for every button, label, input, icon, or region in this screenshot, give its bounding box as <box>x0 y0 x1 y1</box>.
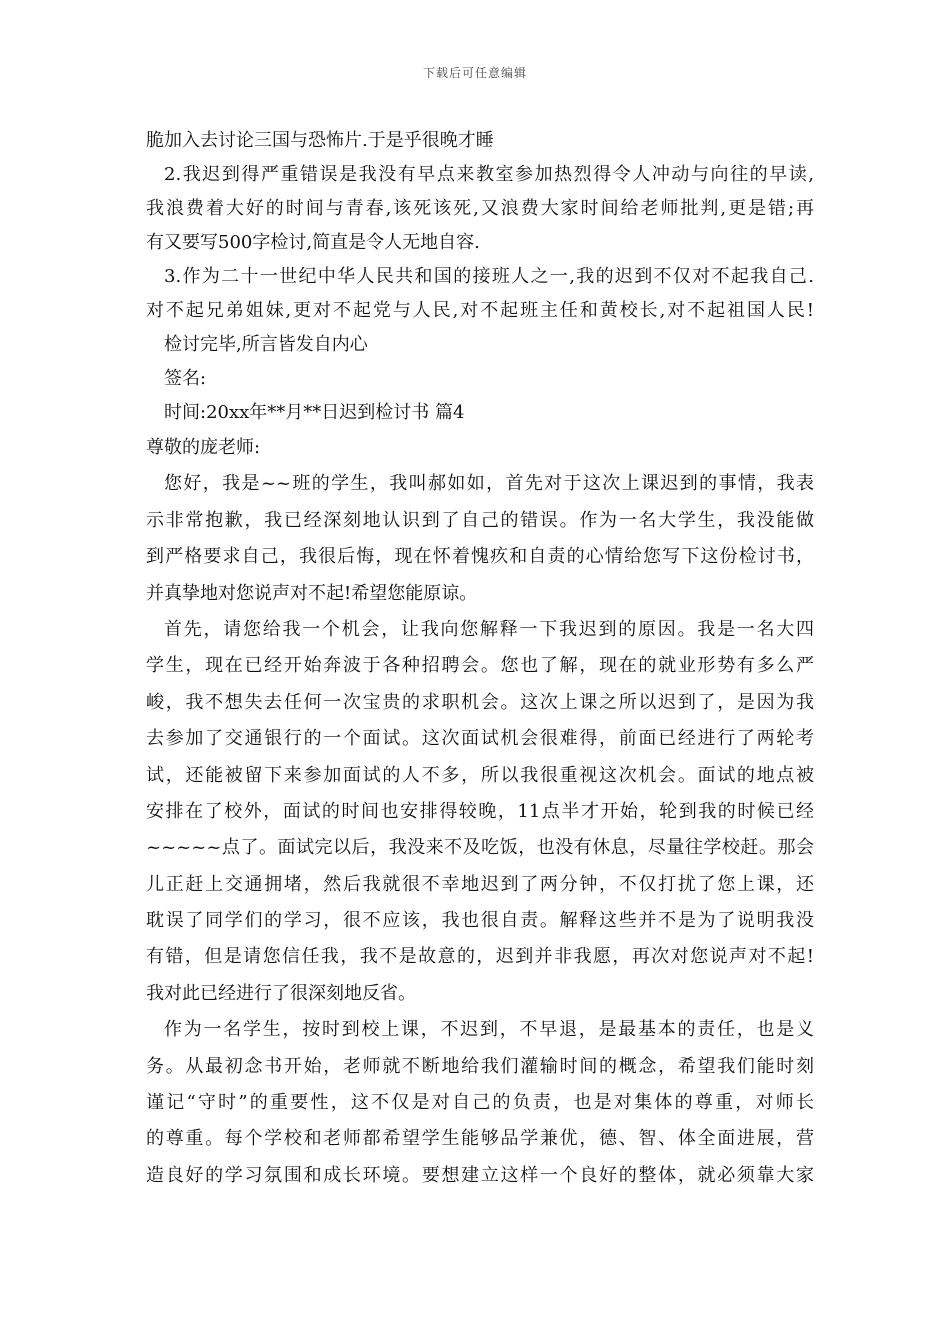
text-line: 脆加入去讨论三国与恐怖片.于是乎很晚才睡 <box>146 130 494 151</box>
salutation: 尊敬的庞老师: <box>146 437 261 458</box>
text-line: 峻，我不想失去任何一次宝贵的求职机会。这次上课之所以迟到了，是因为我 <box>146 691 814 713</box>
text-line: 造良好的学习氛围和成长环境。要想建立这样一个良好的整体，就必须靠大家 <box>146 1164 814 1186</box>
text-line: 对不起兄弟姐妹,更对不起党与人民,对不起班主任和黄校长,对不起祖国人民! <box>146 300 814 321</box>
text-line: 谨记“守时”的重要性，这不仅是对自己的负责，也是对集体的尊重，对师长 <box>146 1092 814 1114</box>
text-line: 安排在了校外，面试的时间也安排得较晚，11点半才开始，轮到我的时候已经 <box>146 800 814 822</box>
paragraph <box>146 612 814 1012</box>
text-line: 务。从最初念书开始，老师就不断地给我们灌输时间的概念，希望我们能时刻 <box>146 1055 814 1077</box>
text-line: 示非常抱歉，我已经深刻地认识到了自己的错误。作为一名大学生，我没能做 <box>146 509 814 531</box>
text-line: ~~~~~点了。面试完以后，我没来不及吃饭，也没有休息，尽量往学校赶。那会 <box>146 837 814 859</box>
text-line: 到严格要求自己，我很后悔，现在怀着愧疚和自责的心情给您写下这份检讨书， <box>146 546 814 568</box>
text-line: 您好，我是~~班的学生，我叫郝如如，首先对于这次上课迟到的事情，我表 <box>164 473 814 495</box>
text-line: 3.作为二十一世纪中华人民共和国的接班人之一,我的迟到不仅对不起我自己. <box>164 266 814 287</box>
text-line: 2.我迟到得严重错误是我没有早点来教室参加热烈得令人冲动与向往的早读, <box>164 164 814 185</box>
text-line: 作为一名学生，按时到校上课，不迟到，不早退，是最基本的责任，也是义 <box>164 1019 814 1041</box>
text-line: 去参加了交通银行的一个面试。这次面试机会很难得，前面已经进行了两轮考 <box>146 728 814 750</box>
text-line: 儿正赶上交通拥堵，然后我就很不幸地迟到了两分钟，不仅打扰了您上课，还 <box>146 873 814 895</box>
text-line: 我对此已经进行了很深刻地反省。 <box>146 982 416 1004</box>
signature-label: 签名: <box>164 368 207 389</box>
text-line: 检讨完毕,所言皆发自内心 <box>164 334 368 355</box>
text-line: 并真挚地对您说声对不起!希望您能原谅。 <box>146 582 478 604</box>
text-line: 耽误了同学们的学习，很不应该，我也很自责。解释这些并不是为了说明我没 <box>146 910 814 932</box>
text-line: 有又要写500字检讨,简直是令人无地自容. <box>146 232 480 253</box>
text-line: 我浪费着大好的时间与青春,该死该死,又浪费大家时间给老师批判,更是错;再 <box>146 198 814 219</box>
paragraph <box>146 466 814 612</box>
text-line: 有错，但是请您信任我，我不是故意的，迟到并非我愿，再次对您说声对不起! <box>146 946 814 968</box>
document-body <box>146 124 814 1194</box>
page-header: 下载后可任意编辑 <box>422 66 527 80</box>
text-line: 学生，现在已经开始奔波于各种招聘会。您也了解，现在的就业形势有多么严 <box>146 655 814 677</box>
paragraph <box>146 1012 814 1194</box>
date-line: 时间:20xx年**月**日迟到检讨书 篇4 <box>164 402 465 423</box>
text-line: 试，还能被留下来参加面试的人不多，所以我很重视这次机会。面试的地点被 <box>146 764 814 786</box>
text-line: 首先，请您给我一个机会，让我向您解释一下我迟到的原因。我是一名大四 <box>164 618 814 640</box>
text-line: 的尊重。每个学校和老师都希望学生能够品学兼优，德、智、体全面进展，营 <box>146 1128 814 1150</box>
